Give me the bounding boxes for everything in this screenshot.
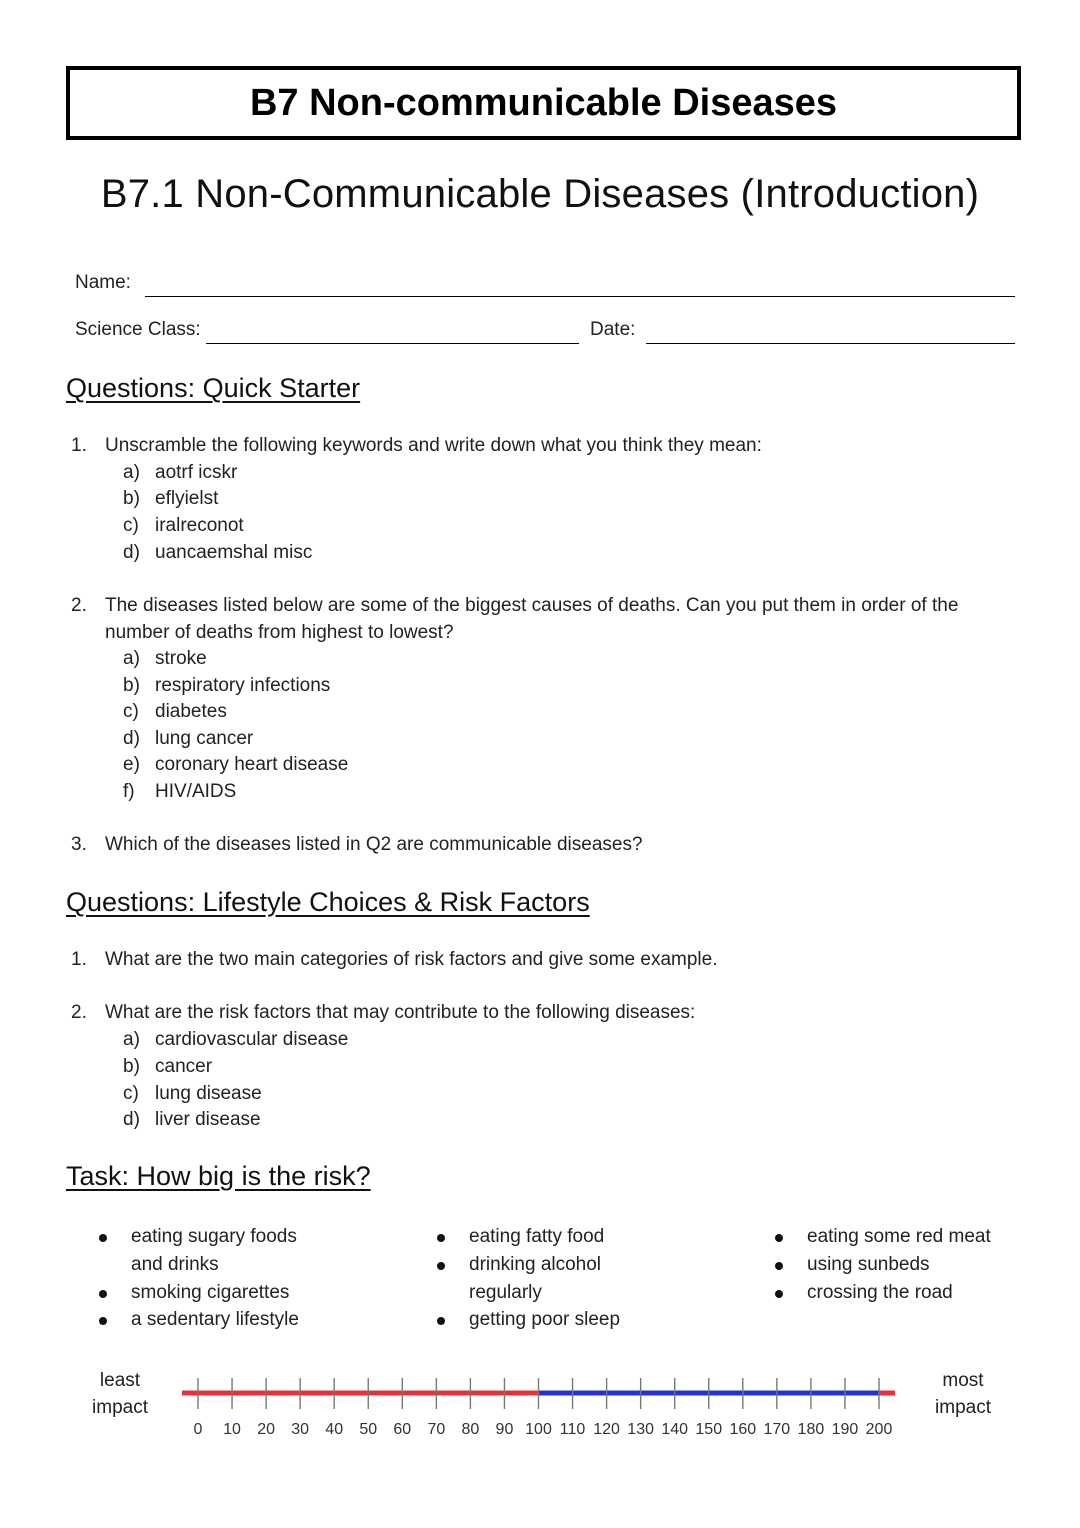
bullet-item: getting poor sleep (437, 1306, 737, 1334)
date-field[interactable] (646, 343, 1015, 344)
bullet-icon (437, 1317, 445, 1325)
least-impact-label: least impact (92, 1370, 148, 1418)
bullet-item: a sedentary lifestyle (99, 1306, 399, 1334)
scale-tick-label: 170 (763, 1421, 791, 1438)
scale-tick-label: 140 (661, 1421, 689, 1438)
bullet-list-3 (775, 1223, 1075, 1306)
bullet-item: eating sugary foods and drinks (99, 1223, 399, 1279)
question-text-line1: The diseases listed below are some of the biggest causes of deaths. Can you put them in order of the (105, 595, 959, 616)
bullet-icon (437, 1262, 445, 1270)
question-number: 1. (71, 435, 87, 456)
date-label: Date: (590, 319, 636, 340)
bullet-icon (99, 1234, 107, 1242)
task-heading: Task: How big is the risk? (66, 1161, 371, 1191)
question-text: Unscramble the following keywords and write down what you think they mean: (105, 435, 762, 456)
quick-starter-heading: Questions: Quick Starter (66, 373, 361, 403)
bullet-item: drinking alcohol regularly (437, 1251, 737, 1307)
name-field[interactable] (145, 296, 1015, 297)
scale-tick-label: 180 (797, 1421, 825, 1438)
bullet-icon (775, 1290, 783, 1298)
scale-tick-label: 0 (193, 1421, 203, 1438)
worksheet-title: B7 Non-communicable Diseases (249, 81, 838, 124)
scale-tick-label: 60 (393, 1421, 412, 1438)
science-class-label: Science Class: (75, 319, 201, 340)
bullet-item: eating fatty food (437, 1223, 737, 1251)
scale-tick-label: 190 (831, 1421, 859, 1438)
most-impact-label: most impact (935, 1370, 991, 1418)
bullet-item: crossing the road (775, 1279, 1075, 1307)
bullet-icon (775, 1262, 783, 1270)
scale-tick-label: 160 (729, 1421, 757, 1438)
scale-tick-label: 100 (525, 1421, 552, 1438)
scale-tick-label: 40 (325, 1421, 344, 1438)
scale-tick-label: 20 (257, 1421, 275, 1438)
lesson-subtitle: B7.1 Non-Communicable Diseases (Introduction) (100, 172, 980, 216)
title-box (66, 66, 1021, 140)
bullet-item: using sunbeds (775, 1251, 1075, 1279)
bullet-icon (99, 1317, 107, 1325)
scale-tick-label: 200 (865, 1421, 893, 1438)
bullet-item: eating some red meat (775, 1223, 1075, 1251)
risk-scale (170, 1360, 910, 1450)
bullet-icon (437, 1234, 445, 1242)
question-text: Which of the diseases listed in Q2 are communicable diseases? (105, 834, 643, 855)
bullet-list-1 (99, 1223, 399, 1334)
question-text: What are the two main categories of risk factors and give some example. (105, 949, 718, 970)
question-text-line2: number of deaths from highest to lowest? (105, 622, 454, 643)
name-label: Name: (75, 272, 131, 293)
scale-tick-label: 120 (593, 1421, 620, 1438)
bullet-item: smoking cigarettes (99, 1279, 399, 1307)
question-number: 2. (71, 1002, 87, 1023)
scale-tick-label: 70 (427, 1421, 446, 1438)
scale-tick-label: 130 (627, 1421, 655, 1438)
scale-tick-label: 110 (559, 1421, 586, 1438)
bullet-list-2 (437, 1223, 737, 1334)
question-text: What are the risk factors that may contribute to the following diseases: (105, 1002, 696, 1023)
bullet-icon (775, 1234, 783, 1242)
scale-tick-label: 80 (461, 1421, 480, 1438)
lifestyle-heading: Questions: Lifestyle Choices & Risk Factors (66, 887, 590, 917)
bullet-icon (99, 1290, 107, 1298)
scale-tick-label: 150 (695, 1421, 723, 1438)
question-number: 3. (71, 834, 87, 855)
question-number: 1. (71, 949, 87, 970)
question-number: 2. (71, 595, 87, 616)
scale-tick-label: 10 (223, 1421, 241, 1438)
scale-tick-label: 50 (359, 1421, 378, 1438)
scale-tick-label: 90 (495, 1421, 514, 1438)
science-class-field[interactable] (206, 343, 579, 344)
scale-tick-label: 30 (291, 1421, 310, 1438)
